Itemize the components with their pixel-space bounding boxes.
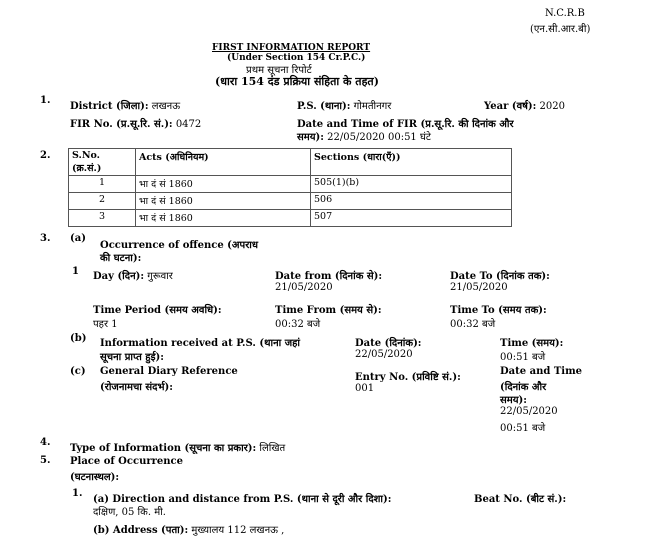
info-received-label-2: सूचना प्राप्त हुई): (100, 352, 164, 363)
address-value: मुख्यालय 112 लखनऊ , (191, 525, 285, 536)
report-subtitle: (Under Section 154 Cr.P.C.) (227, 53, 366, 63)
ncrb-label: N.C.R.B (545, 8, 585, 19)
entry-no-label: Entry No. (प्रविष्टि सं.): (355, 372, 461, 383)
time-period-label: Time Period (समय अवधि): (93, 305, 222, 316)
place-label: Place of Occurrence (70, 456, 183, 467)
info-type-label: Type of Information (सूचना का प्रकार): (70, 443, 257, 454)
fir-datetime-value: 22/05/2020 00:51 घंटे (327, 132, 431, 143)
fir-label: FIR No. (प्र.सू.रि. सं.): (70, 119, 173, 130)
day-value: गुरूवार (147, 271, 173, 282)
gd-date-value: 22/05/2020 (500, 406, 558, 417)
section-number: 4. (40, 437, 51, 448)
section-number: 3. (40, 233, 51, 244)
subsection-c: (c) (70, 366, 86, 377)
row-section: 505(1)(b) (311, 176, 512, 193)
ncrb-hindi-label: (एन.सी.आर.बी) (530, 24, 591, 35)
report-title: FIRST INFORMATION REPORT (212, 43, 371, 53)
row-act: भा दं सं 1860 (136, 176, 311, 193)
date-from-label: Date from (दिनांक से): (275, 271, 383, 282)
address-label: (b) Address (पता): (93, 525, 189, 536)
info-time-value: 00:51 बजे (500, 352, 546, 363)
sections-header: Sections (धारा(एँ)) (311, 149, 512, 176)
district-label: District (जिला): (70, 101, 149, 112)
date-to-label: Date To (दिनांक तक): (450, 271, 550, 282)
gd-datetime-label: Date and Time (500, 366, 583, 377)
acts-table (68, 148, 512, 227)
row-sno: 2 (69, 193, 136, 210)
day-label: Day (दिन): (93, 271, 145, 282)
year-label: Year (वर्ष): (484, 101, 537, 112)
item-number: 1. (72, 488, 83, 499)
gd-datetime-label-2: (दिनांक और (500, 382, 547, 393)
section-number: 1. (40, 95, 51, 106)
table-row (69, 210, 512, 227)
info-date-label: Date (दिनांक): (355, 338, 422, 349)
gd-datetime-label-3: समय): (500, 395, 527, 406)
fir-datetime-label: Date and Time of FIR (प्र.सू.रि. की दिनांक और (297, 119, 514, 130)
beat-no-label: Beat No. (बीट सं.): (474, 494, 567, 505)
time-to-label: Time To (समय तक): (450, 305, 547, 316)
info-time-label: Time (समय): (500, 338, 564, 349)
year-field (484, 98, 565, 112)
gd-time-value: 00:51 बजे (500, 423, 546, 434)
time-to-value: 00:32 बजे (450, 319, 496, 330)
item-number: 1 (72, 266, 79, 277)
fir-number-field (70, 116, 201, 130)
time-from-label: Time From (समय से): (275, 305, 382, 316)
row-act: भा दं सं 1860 (136, 193, 311, 210)
section-number: 5. (40, 455, 51, 466)
date-to-value: 21/05/2020 (450, 282, 508, 293)
row-sno: 1 (69, 176, 136, 193)
sno-header-en: S.No. (72, 150, 100, 161)
address-field (93, 522, 284, 536)
occurrence-label-2: की घटना): (100, 253, 142, 264)
row-act: भा दं सं 1860 (136, 210, 311, 227)
report-subtitle-hindi: (धारा 154 दंड प्रक्रिया संहिता के तहत) (215, 75, 379, 88)
table-row (69, 193, 512, 210)
police-station-field (297, 98, 391, 112)
acts-header: Acts (अधिनियम) (136, 149, 311, 176)
table-row (69, 176, 512, 193)
section-number: 2. (40, 150, 51, 161)
info-type-value: लिखित (259, 443, 286, 454)
place-label-2: (घटनास्थल): (70, 472, 120, 483)
fir-datetime-label-2: समय): (297, 132, 324, 143)
info-received-label: Information received at P.S. (थाना जहां (100, 338, 301, 349)
entry-no-value: 001 (355, 383, 375, 394)
row-sno: 3 (69, 210, 136, 227)
ps-label: P.S. (थाना): (297, 101, 351, 112)
date-from-value: 21/05/2020 (275, 282, 333, 293)
acts-table-header (69, 149, 512, 176)
sno-header (69, 149, 136, 176)
gd-reference-label-2: (रोजनामचा संदर्भ): (100, 382, 173, 393)
info-type-field (70, 440, 285, 454)
subsection-b: (b) (70, 333, 87, 344)
district-field (70, 98, 180, 112)
row-section: 506 (311, 193, 512, 210)
info-date-value: 22/05/2020 (355, 349, 413, 360)
time-from-value: 00:32 बजे (275, 319, 321, 330)
direction-label: (a) Direction and distance from P.S. (थाना से दूरी और दिशा): (93, 494, 392, 505)
occurrence-label: Occurrence of offence (अपराध (100, 240, 259, 251)
ps-value: गोमतीनगर (353, 101, 392, 112)
report-title-hindi: प्रथम सूचना रिपोर्ट (246, 65, 312, 76)
sno-header-hi: (क्र.सं.) (72, 163, 102, 174)
direction-value: दक्षिण, 05 कि. मी. (93, 507, 166, 518)
gd-reference-label: General Diary Reference (100, 366, 238, 377)
subsection-a: (a) (70, 233, 86, 244)
row-section: 507 (311, 210, 512, 227)
day-field (93, 268, 173, 282)
fir-value: 0472 (175, 119, 202, 130)
year-value: 2020 (539, 101, 565, 112)
fir-datetime-field (297, 129, 431, 143)
time-period-value: पहर 1 (93, 319, 118, 330)
district-value: लखनऊ (151, 101, 181, 112)
